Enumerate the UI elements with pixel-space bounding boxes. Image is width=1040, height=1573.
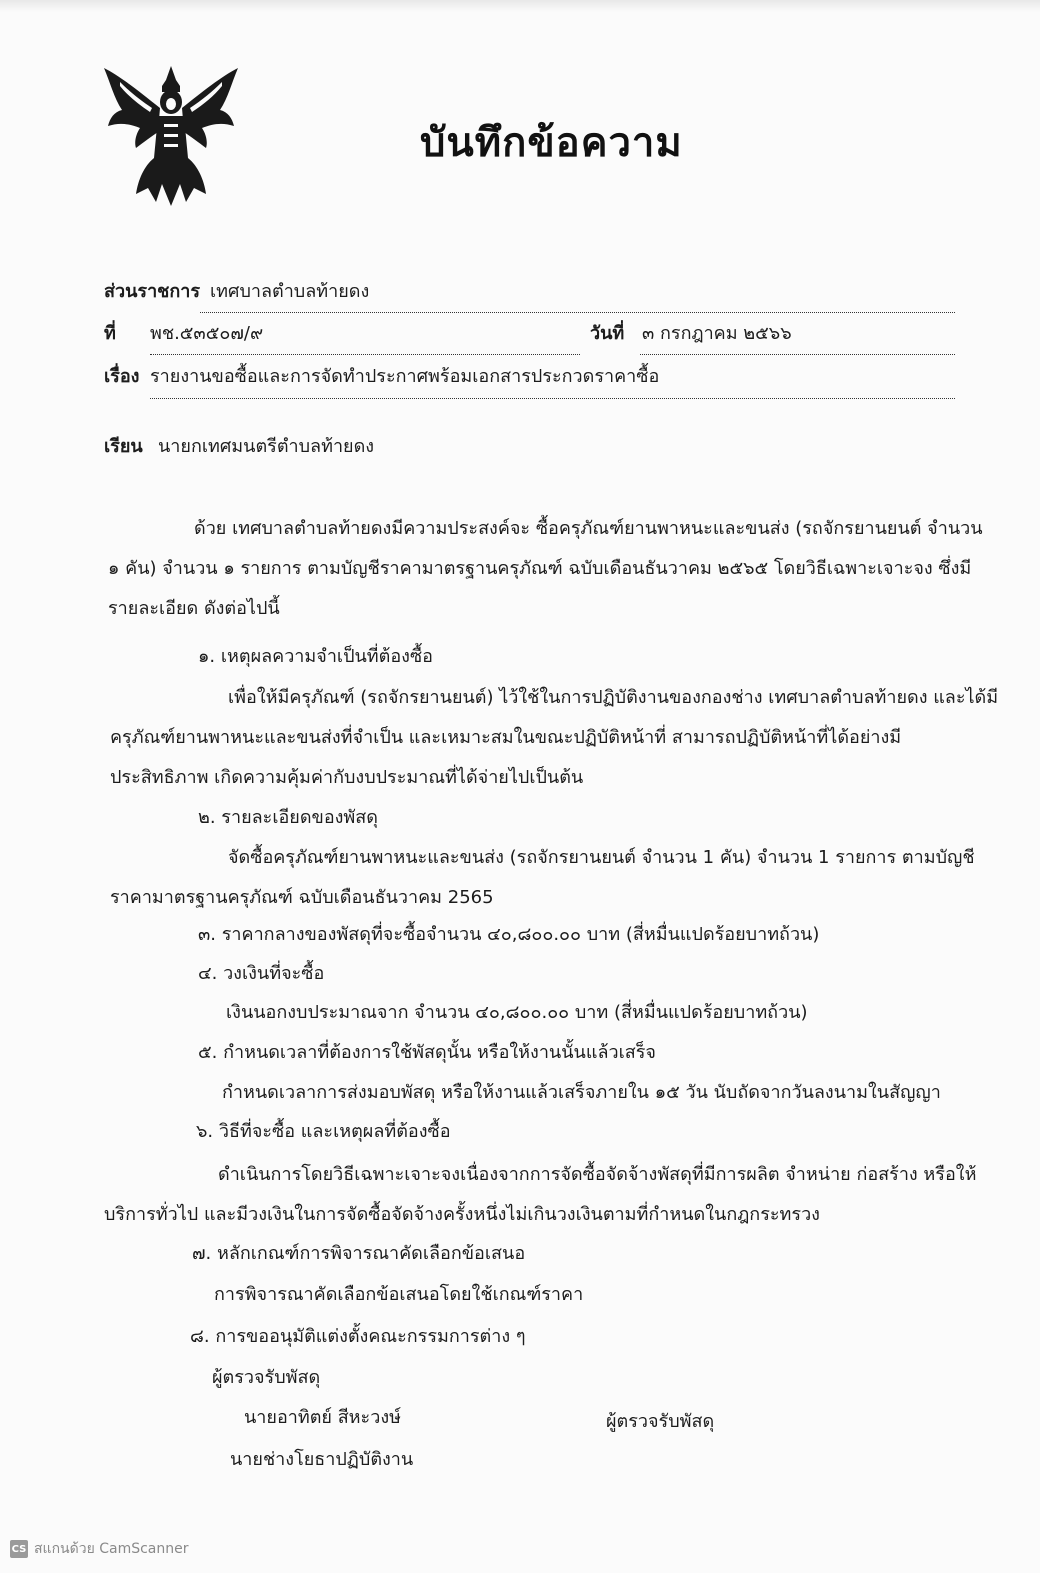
to-value: นายกเทศมนตรีตำบลท้ายดง	[158, 436, 375, 457]
section-6-line: ดำเนินการโดยวิธีเฉพาะเจาะจงเนื่องจากการจัดซื้อจัดจ้างพัสดุที่มีการผลิต จำหน่าย ก่อสร้าง หรือให้	[218, 1164, 977, 1185]
section-2-line: จัดซื้อครุภัณฑ์ยานพาหนะและขนส่ง (รถจักรยานยนต์ จำนวน 1 คัน) จำนวน 1 รายการ ตามบัญชี	[228, 847, 975, 868]
agency-label: ส่วนราชการ	[104, 281, 201, 302]
garuda-emblem-icon	[100, 62, 242, 212]
section-6-heading: ๖. วิธีที่จะซื้อ และเหตุผลที่ต้องซื้อ	[196, 1121, 451, 1142]
section-6-line: บริการทั่วไป และมีวงเงินในการจัดซื้อจัดจ้างครั้งหนึ่งไม่เกินวงเงินตามที่กำหนดในกฎกระทรวง	[104, 1204, 820, 1225]
agency-underline	[200, 312, 955, 313]
date-value: ๓ กรกฎาคม ๒๕๖๖	[642, 323, 792, 344]
subject-value: รายงานขอซื้อและการจัดทำประกาศพร้อมเอกสารประกวดราคาซื้อ	[150, 366, 660, 387]
section-2-body	[110, 838, 975, 918]
section-1-line: ประสิทธิภาพ เกิดความคุ้มค่ากับงบประมาณที่ได้จ่ายไปเป็นต้น	[110, 767, 584, 788]
to-label: เรียน	[104, 436, 143, 457]
section-1-body	[110, 678, 998, 798]
intro-line: ด้วย เทศบาลตำบลท้ายดงมีความประสงค์จะ ซื้อครุภัณฑ์ยานพาหนะและขนส่ง (รถจักรยานยนต์ จำนวน	[194, 518, 983, 539]
section-3-heading: ๓. ราคากลางของพัสดุที่จะซื้อจำนวน ๔๐,๘๐๐.๐๐ บาท (สี่หมื่นแปดร้อยบาทถ้วน)	[198, 924, 820, 945]
intro-line: รายละเอียด ดังต่อไปนี้	[108, 598, 280, 619]
ref-value: พช.๕๓๕๐๗/๙	[150, 323, 264, 344]
document-title: บันทึกข้อความ	[420, 120, 683, 166]
committee-member-name: นายอาทิตย์ สีหะวงษ์	[244, 1407, 401, 1428]
section-1-heading: ๑. เหตุผลความจำเป็นที่ต้องซื้อ	[198, 646, 433, 667]
section-5-line: กำหนดเวลาการส่งมอบพัสดุ หรือให้งานแล้วเสร็จภายใน ๑๕ วัน นับถัดจากวันลงนามในสัญญา	[222, 1082, 941, 1103]
section-5-heading: ๕. กำหนดเวลาที่ต้องการใช้พัสดุนั้น หรือให้งานนั้นแล้วเสร็จ	[198, 1042, 656, 1063]
section-2-heading: ๒. รายละเอียดของพัสดุ	[198, 807, 378, 828]
committee-role-label: ผู้ตรวจรับพัสดุ	[212, 1367, 321, 1388]
agency-value: เทศบาลตำบลท้ายดง	[210, 281, 370, 302]
camscanner-icon: CS	[10, 1540, 28, 1558]
ref-underline	[150, 354, 580, 355]
committee-right-role: ผู้ตรวจรับพัสดุ	[606, 1411, 715, 1432]
committee-member-position: นายช่างโยธาปฏิบัติงาน	[230, 1449, 414, 1470]
subject-underline	[150, 398, 955, 399]
section-8-heading: ๘. การขออนุมัติแต่งตั้งคณะกรรมการต่าง ๆ	[190, 1326, 526, 1347]
intro-line: ๑ คัน) จำนวน ๑ รายการ ตามบัญชีราคามาตรฐานครุภัณฑ์ ฉบับเดือนธันวาคม ๒๕๖๕ โดยวิธีเฉพาะเจาะจง ซึ่งมี	[108, 558, 972, 579]
section-1-line: เพื่อให้มีครุภัณฑ์ (รถจักรยานยนต์) ไว้ใช้ในการปฏิบัติงานของกองช่าง เทศบาลตำบลท้ายดง และได้มี	[228, 687, 999, 708]
scanner-text: สแกนด้วย CamScanner	[34, 1541, 189, 1557]
scanner-watermark	[10, 1538, 189, 1560]
section-7-line: การพิจารณาคัดเลือกข้อเสนอโดยใช้เกณฑ์ราคา	[214, 1284, 584, 1305]
scan-top-edge	[0, 0, 1040, 12]
section-7-heading: ๗. หลักเกณฑ์การพิจารณาคัดเลือกข้อเสนอ	[192, 1243, 526, 1264]
section-1-line: ครุภัณฑ์ยานพาหนะและขนส่งที่จำเป็น และเหมาะสมในขณะปฏิบัติหน้าที่ สามารถปฏิบัติหน้าที่ได้อย่างมี	[110, 727, 902, 748]
intro-paragraph	[108, 509, 983, 629]
section-4-line: เงินนอกงบประมาณจาก จำนวน ๔๐,๘๐๐.๐๐ บาท (สี่หมื่นแปดร้อยบาทถ้วน)	[226, 1002, 808, 1023]
section-4-heading: ๔. วงเงินที่จะซื้อ	[198, 963, 325, 984]
section-6-body	[104, 1155, 976, 1235]
date-underline	[640, 354, 955, 355]
subject-label: เรื่อง	[104, 366, 140, 387]
ref-label: ที่	[104, 323, 116, 344]
date-label: วันที่	[590, 323, 625, 344]
section-2-line: ราคามาตรฐานครุภัณฑ์ ฉบับเดือนธันวาคม 2565	[110, 887, 494, 908]
